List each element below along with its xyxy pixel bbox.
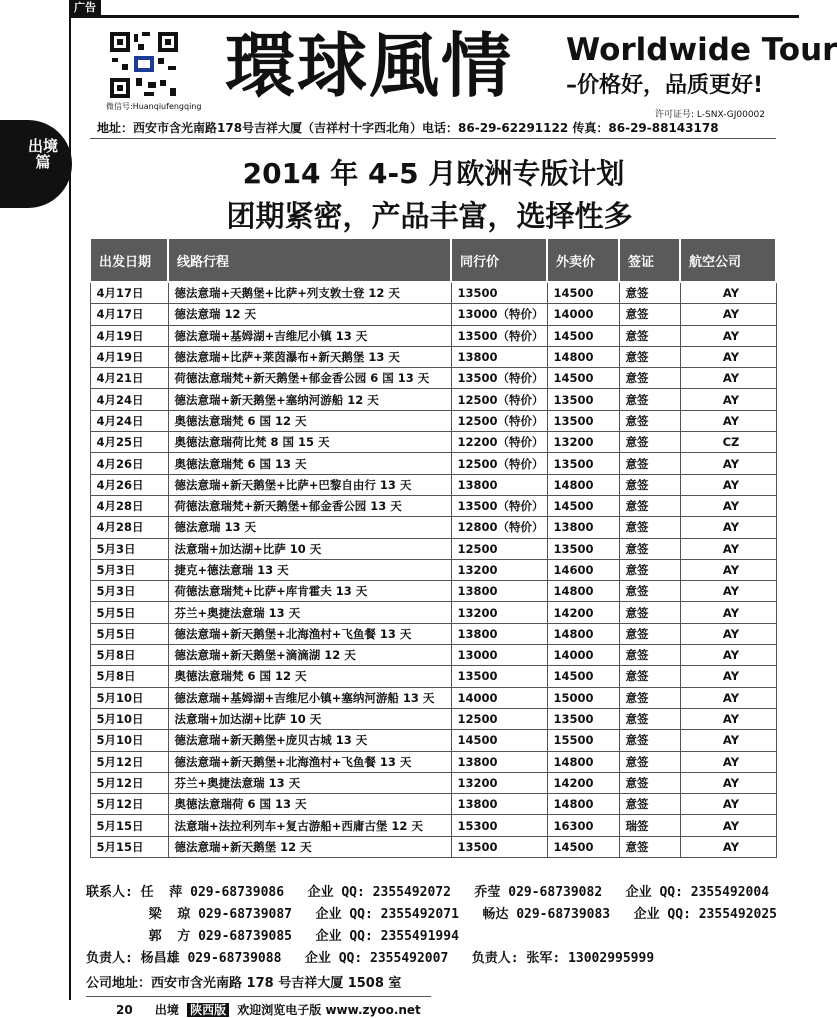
visa-cell: 意签 [619, 602, 680, 623]
visa-cell: 意签 [619, 495, 680, 516]
route-cell: 荷德法意瑞梵+比萨+库肯霍夫 13 天 [168, 581, 451, 602]
footer-section: 出境 [154, 1003, 179, 1017]
visa-cell: 意签 [619, 389, 680, 410]
trade-price-cell: 13000（特价） [451, 304, 547, 325]
trade-price-cell: 12500（特价） [451, 453, 547, 474]
retail-price-cell: 14500 [547, 325, 619, 346]
contact-line: 郭 方 029-68739085 企业 QQ: 2355491994 [86, 929, 459, 944]
contacts-block [86, 882, 777, 970]
table-row [90, 815, 776, 836]
trade-price-cell: 15300 [451, 815, 547, 836]
table-row [90, 687, 776, 708]
visa-cell: 意签 [619, 559, 680, 580]
trade-price-cell: 12500（特价） [451, 410, 547, 431]
airline-cell: AY [680, 623, 776, 644]
trade-price-cell: 13500（特价） [451, 325, 547, 346]
divider [86, 996, 431, 997]
header-visa: 签证 [619, 238, 680, 282]
trade-price-cell: 13800 [451, 623, 547, 644]
retail-price-cell: 14800 [547, 623, 619, 644]
date-cell: 4月26日 [90, 453, 168, 474]
wechat-id: 微信号:Huanqiufengqing [106, 102, 202, 111]
airline-cell: AY [680, 730, 776, 751]
visa-cell: 意签 [619, 666, 680, 687]
contact-line: 负责人: 杨昌雄 029-68739088 企业 QQ: 2355492007 负责人: 张军: 13002995999 [86, 951, 655, 966]
page-footer [116, 1001, 421, 1018]
page-title: 2014 年 4-5 月欧洲专版计划 [242, 157, 625, 190]
airline-cell: AY [680, 751, 776, 772]
retail-price-cell: 14500 [547, 836, 619, 857]
trade-price-cell: 13200 [451, 772, 547, 793]
visa-cell: 意签 [619, 304, 680, 325]
table-row [90, 708, 776, 729]
table-row [90, 282, 776, 304]
table-row [90, 495, 776, 516]
table-row [90, 346, 776, 367]
date-cell: 5月8日 [90, 645, 168, 666]
trade-price-cell: 13800 [451, 581, 547, 602]
airline-cell: AY [680, 687, 776, 708]
trade-price-cell: 14500 [451, 730, 547, 751]
header-airline: 航空公司 [680, 238, 776, 282]
retail-price-cell: 13500 [547, 389, 619, 410]
date-cell: 5月12日 [90, 772, 168, 793]
table-row [90, 389, 776, 410]
airline-cell: AY [680, 453, 776, 474]
table-body [90, 282, 776, 858]
date-cell: 4月17日 [90, 282, 168, 304]
visa-cell: 意签 [619, 474, 680, 495]
trade-price-cell: 13800 [451, 794, 547, 815]
trade-price-cell: 13500 [451, 836, 547, 857]
retail-price-cell: 14500 [547, 368, 619, 389]
date-cell: 4月28日 [90, 495, 168, 516]
brand-name: 環球風情 [225, 24, 513, 107]
route-cell: 德法意瑞+新天鹅堡+比萨+巴黎自由行 13 天 [168, 474, 451, 495]
contact-line: 梁 琼 029-68739087 企业 QQ: 2355492071 畅达 029-68739083 企业 QQ: 2355492025 [86, 907, 777, 922]
date-cell: 5月3日 [90, 581, 168, 602]
retail-price-cell: 14200 [547, 772, 619, 793]
route-cell: 德法意瑞+基姆湖+吉维尼小镇+塞纳河游船 13 天 [168, 687, 451, 708]
retail-price-cell: 14200 [547, 602, 619, 623]
retail-price-cell: 14500 [547, 495, 619, 516]
airline-cell: AY [680, 410, 776, 431]
route-cell: 荷德法意瑞梵+新天鹅堡+郁金香公园 6 国 13 天 [168, 368, 451, 389]
trade-price-cell: 13800 [451, 751, 547, 772]
retail-price-cell: 13500 [547, 538, 619, 559]
route-cell: 芬兰+奥捷法意瑞 13 天 [168, 602, 451, 623]
date-cell: 4月24日 [90, 389, 168, 410]
trade-price-cell: 13500 [451, 282, 547, 304]
trade-price-cell: 13000 [451, 645, 547, 666]
trade-price-cell: 12800（特价） [451, 517, 547, 538]
date-cell: 4月28日 [90, 517, 168, 538]
visa-cell: 意签 [619, 517, 680, 538]
visa-cell: 意签 [619, 453, 680, 474]
page-number: 20 [116, 1003, 133, 1017]
trade-price-cell: 13200 [451, 602, 547, 623]
airline-cell: AY [680, 282, 776, 304]
edition-badge: 陕西版 [187, 1003, 229, 1017]
trade-price-cell: 12500 [451, 538, 547, 559]
table-row [90, 410, 776, 431]
route-cell: 德法意瑞+天鹅堡+比萨+列支敦士登 12 天 [168, 282, 451, 304]
airline-cell: AY [680, 538, 776, 559]
ad-label: 广告 [69, 0, 101, 15]
retail-price-cell: 14800 [547, 751, 619, 772]
table-row [90, 559, 776, 580]
address-line: 地址：西安市含光南路178号吉祥大厦（吉祥村十字西北角）电话：86-29-62291122 传真：86-29-88143178 [97, 121, 719, 135]
visa-cell: 意签 [619, 538, 680, 559]
route-cell: 法意瑞+加达湖+比萨 10 天 [168, 708, 451, 729]
route-cell: 德法意瑞+新天鹅堡 12 天 [168, 836, 451, 857]
table-row [90, 794, 776, 815]
route-cell: 德法意瑞+新天鹅堡+滴滴湖 12 天 [168, 645, 451, 666]
header-trade-price: 同行价 [451, 238, 547, 282]
visa-cell: 意签 [619, 325, 680, 346]
retail-price-cell: 14800 [547, 581, 619, 602]
route-cell: 奥德法意瑞荷 6 国 13 天 [168, 794, 451, 815]
retail-price-cell: 13500 [547, 410, 619, 431]
date-cell: 5月12日 [90, 751, 168, 772]
date-cell: 5月10日 [90, 687, 168, 708]
slogan: –价格好，品质更好! [566, 73, 764, 98]
footer-note: 欢迎浏览电子版 www.zyoo.net [237, 1003, 421, 1017]
license-number: 许可证号: L-SNX-GJ00002 [655, 110, 765, 120]
table-row [90, 581, 776, 602]
airline-cell: AY [680, 772, 776, 793]
visa-cell: 意签 [619, 751, 680, 772]
table-row [90, 836, 776, 857]
airline-cell: AY [680, 602, 776, 623]
route-cell: 德法意瑞+新天鹅堡+庞贝古城 13 天 [168, 730, 451, 751]
table-row [90, 772, 776, 793]
page-subtitle: 团期紧密，产品丰富，选择性多 [226, 199, 633, 233]
top-rule [69, 15, 799, 18]
table-row [90, 368, 776, 389]
date-cell: 5月3日 [90, 559, 168, 580]
trade-price-cell: 13500（特价） [451, 368, 547, 389]
trade-price-cell: 13800 [451, 346, 547, 367]
qr-code-icon [108, 30, 180, 100]
visa-cell: 意签 [619, 794, 680, 815]
table-row [90, 730, 776, 751]
airline-cell: AY [680, 389, 776, 410]
date-cell: 4月19日 [90, 346, 168, 367]
airline-cell: AY [680, 304, 776, 325]
date-cell: 4月17日 [90, 304, 168, 325]
visa-cell: 意签 [619, 581, 680, 602]
trade-price-cell: 13500 [451, 666, 547, 687]
date-cell: 5月10日 [90, 708, 168, 729]
route-cell: 德法意瑞+新天鹅堡+塞纳河游船 12 天 [168, 389, 451, 410]
retail-price-cell: 14800 [547, 346, 619, 367]
visa-cell: 意签 [619, 687, 680, 708]
airline-cell: AY [680, 368, 776, 389]
retail-price-cell: 15000 [547, 687, 619, 708]
airline-cell: AY [680, 559, 776, 580]
table-row [90, 517, 776, 538]
route-cell: 奥德法意瑞荷比梵 8 国 15 天 [168, 432, 451, 453]
contact-line: 联系人: 任 萍 029-68739086 企业 QQ: 2355492072 乔莹 029-68739082 企业 QQ: 2355492004 [86, 885, 770, 900]
date-cell: 4月24日 [90, 410, 168, 431]
visa-cell: 意签 [619, 623, 680, 644]
airline-cell: AY [680, 474, 776, 495]
trade-price-cell: 12500 [451, 708, 547, 729]
airline-cell: AY [680, 645, 776, 666]
header-route: 线路行程 [168, 238, 451, 282]
date-cell: 5月10日 [90, 730, 168, 751]
retail-price-cell: 14500 [547, 666, 619, 687]
visa-cell: 意签 [619, 346, 680, 367]
visa-cell: 意签 [619, 708, 680, 729]
retail-price-cell: 15500 [547, 730, 619, 751]
trade-price-cell: 14000 [451, 687, 547, 708]
visa-cell: 意签 [619, 645, 680, 666]
trade-price-cell: 12500（特价） [451, 389, 547, 410]
airline-cell: AY [680, 666, 776, 687]
route-cell: 法意瑞+加达湖+比萨 10 天 [168, 538, 451, 559]
airline-cell: AY [680, 794, 776, 815]
retail-price-cell: 14000 [547, 304, 619, 325]
date-cell: 5月5日 [90, 602, 168, 623]
route-cell: 捷克+德法意瑞 13 天 [168, 559, 451, 580]
retail-price-cell: 14800 [547, 794, 619, 815]
visa-cell: 瑞签 [619, 815, 680, 836]
retail-price-cell: 13500 [547, 708, 619, 729]
retail-price-cell: 16300 [547, 815, 619, 836]
table-row [90, 623, 776, 644]
side-tab-label: 出境篇 [28, 137, 59, 171]
airline-cell: AY [680, 708, 776, 729]
visa-cell: 意签 [619, 730, 680, 751]
date-cell: 5月15日 [90, 815, 168, 836]
airline-cell: AY [680, 495, 776, 516]
route-cell: 奥德法意瑞梵 6 国 13 天 [168, 453, 451, 474]
date-cell: 5月15日 [90, 836, 168, 857]
airline-cell: AY [680, 815, 776, 836]
visa-cell: 意签 [619, 282, 680, 304]
retail-price-cell: 14600 [547, 559, 619, 580]
airline-cell: AY [680, 346, 776, 367]
route-cell: 德法意瑞 13 天 [168, 517, 451, 538]
date-cell: 4月26日 [90, 474, 168, 495]
table-header-row [90, 238, 776, 282]
trade-price-cell: 13200 [451, 559, 547, 580]
table-row [90, 474, 776, 495]
table-row [90, 325, 776, 346]
visa-cell: 意签 [619, 410, 680, 431]
date-cell: 5月5日 [90, 623, 168, 644]
date-cell: 5月12日 [90, 794, 168, 815]
table-row [90, 751, 776, 772]
visa-cell: 意签 [619, 368, 680, 389]
visa-cell: 意签 [619, 772, 680, 793]
airline-cell: AY [680, 325, 776, 346]
route-cell: 德法意瑞+比萨+莱茵瀑布+新天鹅堡 13 天 [168, 346, 451, 367]
table-row [90, 602, 776, 623]
brand-english: Worldwide Tour [566, 32, 837, 68]
table-row [90, 453, 776, 474]
route-cell: 德法意瑞+基姆湖+吉维尼小镇 13 天 [168, 325, 451, 346]
table-row [90, 432, 776, 453]
tour-table [89, 237, 777, 858]
route-cell: 德法意瑞+新天鹅堡+北海渔村+飞鱼餐 13 天 [168, 751, 451, 772]
route-cell: 德法意瑞+新天鹅堡+北海渔村+飞鱼餐 13 天 [168, 623, 451, 644]
route-cell: 德法意瑞 12 天 [168, 304, 451, 325]
retail-price-cell: 14000 [547, 645, 619, 666]
route-cell: 荷德法意瑞梵+新天鹅堡+郁金香公园 13 天 [168, 495, 451, 516]
date-cell: 4月21日 [90, 368, 168, 389]
table-row [90, 645, 776, 666]
route-cell: 奥德法意瑞梵 6 国 12 天 [168, 410, 451, 431]
retail-price-cell: 14800 [547, 474, 619, 495]
airline-cell: AY [680, 517, 776, 538]
date-cell: 5月3日 [90, 538, 168, 559]
visa-cell: 意签 [619, 836, 680, 857]
company-address: 公司地址：西安市含光南路 178 号吉祥大厦 1508 室 [86, 976, 402, 991]
divider [90, 138, 776, 139]
retail-price-cell: 13500 [547, 453, 619, 474]
trade-price-cell: 13800 [451, 474, 547, 495]
date-cell: 4月25日 [90, 432, 168, 453]
table-row [90, 538, 776, 559]
airline-cell: AY [680, 581, 776, 602]
route-cell: 芬兰+奥捷法意瑞 13 天 [168, 772, 451, 793]
trade-price-cell: 12200（特价） [451, 432, 547, 453]
trade-price-cell: 13500（特价） [451, 495, 547, 516]
airline-cell: CZ [680, 432, 776, 453]
table-row [90, 304, 776, 325]
header-retail-price: 外卖价 [547, 238, 619, 282]
header-date: 出发日期 [90, 238, 168, 282]
date-cell: 5月8日 [90, 666, 168, 687]
date-cell: 4月19日 [90, 325, 168, 346]
retail-price-cell: 13800 [547, 517, 619, 538]
retail-price-cell: 14500 [547, 282, 619, 304]
airline-cell: AY [680, 836, 776, 857]
retail-price-cell: 13200 [547, 432, 619, 453]
route-cell: 法意瑞+法拉利列车+复古游船+西庸古堡 12 天 [168, 815, 451, 836]
visa-cell: 意签 [619, 432, 680, 453]
table-row [90, 666, 776, 687]
route-cell: 奥德法意瑞梵 6 国 12 天 [168, 666, 451, 687]
